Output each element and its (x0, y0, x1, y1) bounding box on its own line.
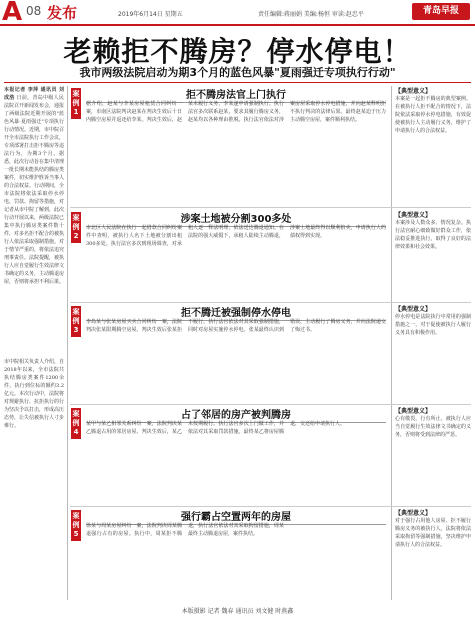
case-body: 李岛某与张某房屋买卖合同纠纷一案，法院判决张某限期腾空房屋。判决生效后张某拒不履行，执行法官依法对其采取强制措施，同时对房屋实施停水停电。张某最终认识到错误，主动履行了腾房义务，并向法院递交了悔过书。 (86, 319, 386, 333)
comment-body: 本案是一起拒不腾房的典型案例。在被执行人拒不配合的情况下，法院依法采取停水停电措施，有效促使被执行人主动履行义务，维护了申请执行人的合法权益。 (395, 96, 471, 134)
comment-box (395, 508, 471, 601)
section-divider (70, 506, 471, 507)
editor-credits: 责任编辑:蒋丽娟 美编:杨恒 审读:赵忠平 (258, 11, 364, 18)
comment-body: 停水停电是法院执行中常用的强制措施之一，对于促使被执行人履行义务具有积极作用。 (395, 314, 471, 336)
case-title: 强行霸占空置两年的房屋 (86, 508, 386, 525)
headline: 老赖拒不腾房？停水停电！ (63, 35, 412, 68)
case-title: 涉案土地被分割300多处 (86, 210, 386, 227)
case-body: 据介绍，赵某与李某房屋租赁合同纠纷一案，市南区法院判决赵某在判决生效后十日内腾空房屋并返还给李某。判决生效后，赵某未履行义务，李某遂申请强制执行。执行法官多次联系赵某，要求其履行腾房义务，赵某均以各种理由推脱。执行法官依法对涉案房屋采取停水停电措施，并向赵某释明拒不执行判决的法律后果。最终赵某迫于压力主动腾空房屋，案件顺利执结。 (86, 101, 386, 123)
intro-body-3: 市中院相关负责人介绍，自2018年以来，全市法院共执结腾房类案件1200余件，执行到位标的额约3.2亿元。本次行动中，法院将对规避执行、抗拒执行的行为坚决予以打击，形成高压态势，让失信被执行人寸步难行。 (4, 359, 64, 429)
comment-box (395, 86, 471, 195)
intro-body-2: 记者从市中院了解到，此次行动开展以来，两级法院已集中执行腾房类案件数十件，对多名拒不配合的被执行人依法采取强制措施。对于情节严重的，将依法追究刑事责任。法院提醒，被执行人应自觉履行生效法律文书确定的义务，主动腾退房屋，否则将承担不利后果。 (4, 207, 64, 285)
subheadline: 我市两级法院启动为期3个月的蓝色风暴"夏雨强迁专项执行行动" (79, 66, 396, 79)
case-body: 市北区人民法院在执行一起借款合同纠纷案件中查明，被执行人名下土地被分割出租300多处。执行法官多次到现场调查，对承租人逐一释法明理，依法送达腾退通知。在法院的强大威慑下，承租人陆续主动腾退，涉案土地最终得以顺利拍卖，申请执行人的债权得到实现。 (86, 225, 386, 247)
comment-body: 本案涉及人数众多、情况复杂。执行法官耐心细致做好群众工作，依法稳妥推进执行，取得了良好的法律效果和社会效果。 (395, 220, 471, 250)
comment-title: 【典型意义】 (395, 510, 432, 517)
case-title: 占了邻居的房产被判腾房 (86, 406, 386, 423)
comment-box (395, 304, 471, 403)
comment-title: 【典型意义】 (395, 306, 432, 313)
comment-body: 心有敬畏，行有所止。被执行人应当自觉履行生效法律文书确定的义务，否则将受到法律的严惩。 (395, 416, 471, 438)
section-divider (70, 302, 471, 303)
comment-title: 【典型意义】 (395, 88, 432, 95)
case-title: 拒不腾房法官上门执行 (86, 86, 386, 103)
case-label: 案例2 (71, 212, 81, 243)
case-label: 案例1 (71, 88, 81, 119)
brand-badge: 青岛早报 (412, 3, 470, 20)
byline: 本报记者 李萍 通讯员 刘成浩 (4, 87, 64, 101)
masthead (0, 0, 475, 26)
case-label: 案例4 (71, 408, 81, 439)
page-number: 08 (26, 4, 42, 18)
comment-box (395, 406, 471, 505)
section-divider (70, 207, 471, 208)
intro-lead (4, 86, 64, 204)
dateline: 2019年6月14日 星期五 (118, 11, 183, 18)
comment-title: 【典型意义】 (395, 212, 432, 219)
case-body: 某甲与某乙相邻关系纠纷一案，法院判决某乙腾退占用的邻居房屋。判决生效后，某乙未按期履行。执行法官多次上门做工作，并依法对其采取罚款措施。最终某乙将房屋腾退，交还给申请执行人。 (86, 421, 346, 435)
case-label: 案例3 (71, 306, 81, 337)
newspaper-logo: A (2, 0, 23, 27)
section-divider (70, 404, 471, 405)
photo-credits: 本版摄影 记者 魏春 通讯员 刘文健 时燕鑫 (181, 608, 294, 615)
case-title: 拒不腾迁被强制停水停电 (86, 304, 386, 321)
case-label: 案例5 (71, 510, 81, 541)
column-divider (67, 86, 68, 600)
comment-body: 对于强行占用他人房屋、拒不履行腾房义务的被执行人，法院将依法采取拘留等强制措施，坚决维护申请执行人的合法权益。 (395, 518, 471, 548)
column-divider (391, 86, 392, 600)
intro-body: 日前，青岛中级人民法院召开新闻发布会，通报了两级法院近期开展的"蓝色风暴·夏雨强迁"专项执行行动情况。近期，市中院召开全市法院执行工作会议，专项部署打击拒不腾房等违法行为，为期3个月。据悉，此次行动旨在集中清理一批长期未能执结的腾房类案件，切实维护胜诉当事人的合法权益。行动期间，全市法院将依法采取停水停电、罚款、拘留等措施，对 (4, 95, 64, 204)
divider (4, 82, 471, 83)
comment-box (395, 210, 471, 299)
case-body: 徐某与周某房屋纠纷一案，法院判决周某腾退强行占有的房屋。执行中，周某拒不腾退，执行法官依法对其采取拘留措施，周某最终主动腾退房屋，案件执结。 (86, 523, 284, 537)
section-title: 发布 (47, 4, 78, 22)
comment-title: 【典型意义】 (395, 408, 432, 415)
